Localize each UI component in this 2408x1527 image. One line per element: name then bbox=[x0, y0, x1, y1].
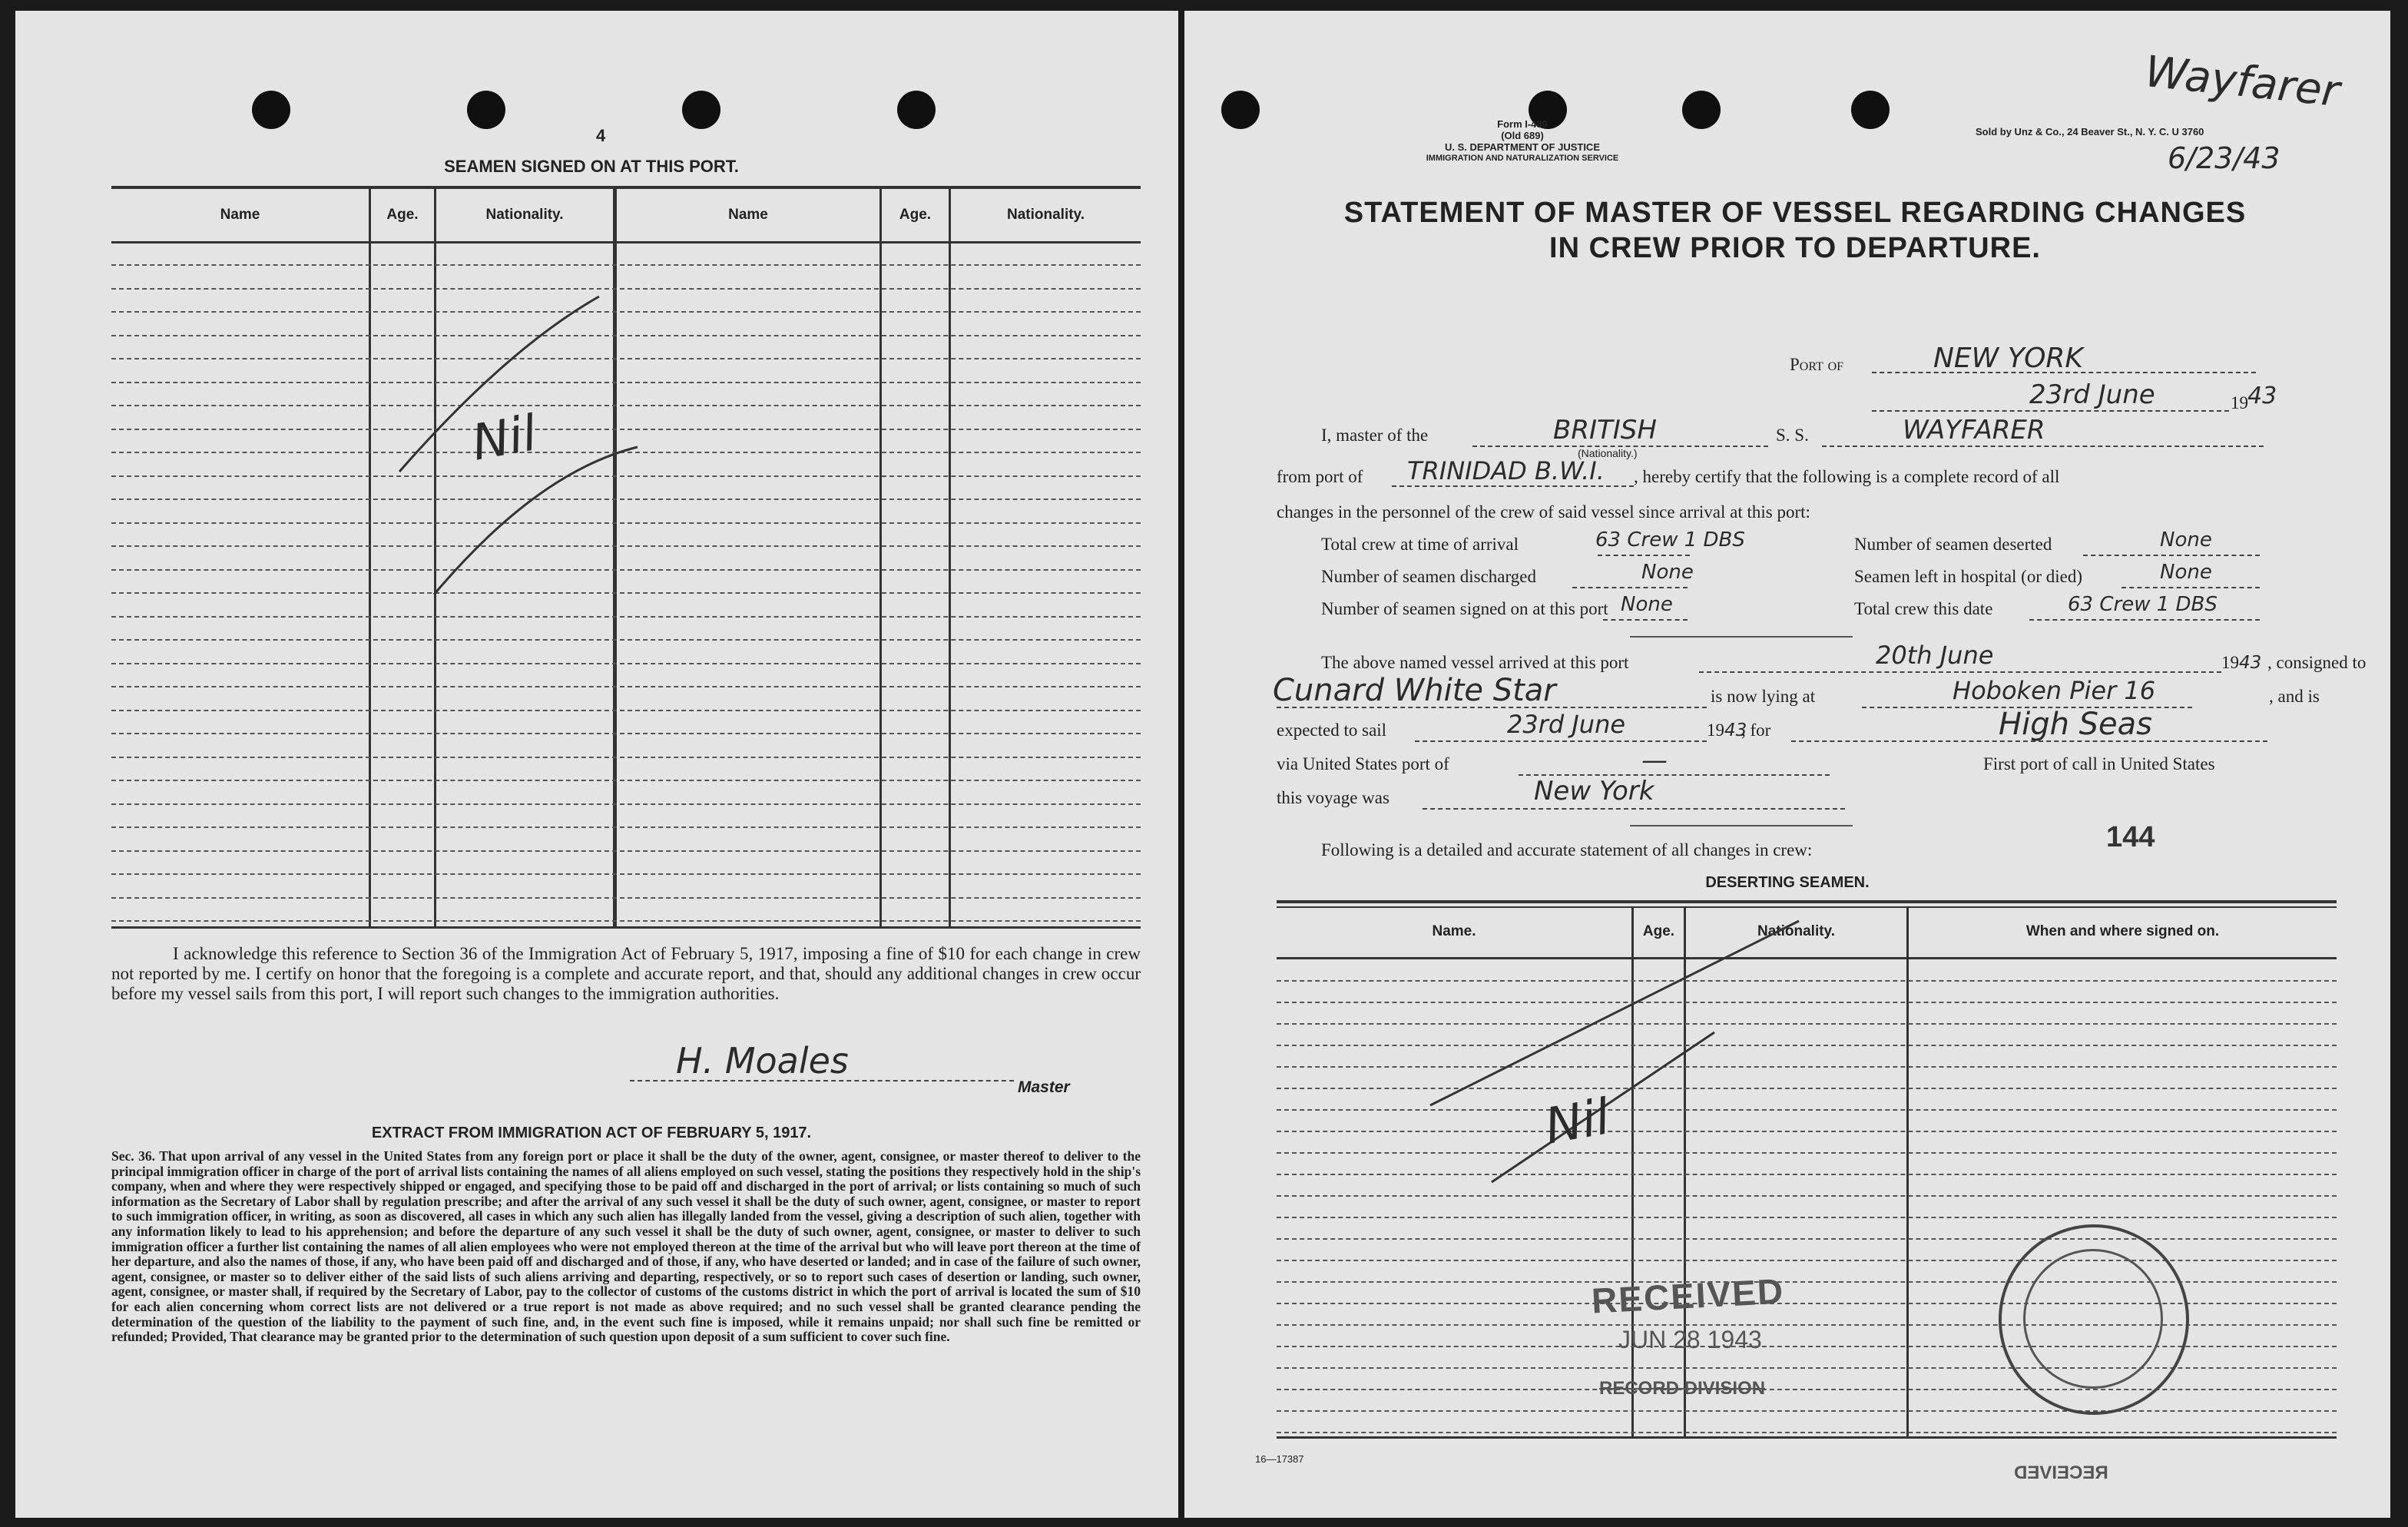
form-old: (Old 689) bbox=[1501, 130, 1544, 141]
hospital-label: Seamen left in hospital (or died) bbox=[1854, 567, 2083, 586]
circular-seal-icon bbox=[1999, 1224, 2189, 1415]
col-nationality: Nationality. bbox=[485, 207, 564, 223]
right-page bbox=[1184, 11, 2390, 1518]
port-label: Port of bbox=[1790, 355, 1844, 374]
handwritten-ship-name: Wayfarer bbox=[2142, 46, 2342, 118]
port-value: NEW YORK bbox=[1933, 343, 2084, 374]
voyage-label: this voyage was bbox=[1277, 788, 1389, 807]
extract-title: EXTRACT FROM IMMIGRATION ACT OF FEBRUARY 5, 1917. bbox=[371, 1125, 812, 1141]
for-value: High Seas bbox=[1999, 707, 2152, 742]
col-name-2: Name bbox=[728, 207, 768, 223]
master-signature: H. Moales bbox=[676, 1040, 849, 1081]
from-port-label: from port of bbox=[1277, 467, 1363, 486]
for-label: , for bbox=[1741, 720, 1771, 740]
deserting-title: DESERTING SEAMEN. bbox=[1705, 874, 1870, 891]
seller-note: Sold by Unz & Co., 24 Beaver St., N. Y. C. U 3760 bbox=[1976, 126, 2204, 137]
record-division-stamp: RECORD DIVISION bbox=[1599, 1378, 1766, 1399]
first-port-label: First port of call in United States bbox=[1983, 754, 2215, 773]
left-page bbox=[15, 11, 1178, 1518]
form-code: 16—17387 bbox=[1255, 1453, 1304, 1465]
handwritten-date: 6/23/43 bbox=[2168, 141, 2280, 175]
following-text: Following is a detailed and accurate statement of all changes in crew: bbox=[1321, 840, 1813, 860]
year-value: 43 bbox=[1724, 720, 1747, 740]
ship-value: WAYFARER bbox=[1903, 415, 2045, 446]
year-value: 43 bbox=[2239, 653, 2262, 673]
signed-on-label: Number of seamen signed on at this port bbox=[1321, 599, 1608, 618]
nil-mark: Nil bbox=[1541, 1088, 1615, 1156]
title-line-1: STATEMENT OF MASTER OF VESSEL REGARDING CHANGES bbox=[1343, 197, 2247, 229]
discharged-value: None bbox=[1641, 561, 1694, 584]
deserted-label: Number of seamen deserted bbox=[1854, 535, 2052, 554]
via-value: — bbox=[1641, 745, 1668, 776]
from-port-value: TRINIDAD B.W.I. bbox=[1407, 456, 1605, 485]
hospital-value: None bbox=[2160, 561, 2212, 584]
col-name: Name bbox=[220, 207, 260, 223]
year-prefix: 19 bbox=[2221, 653, 2239, 672]
col-nationality-2: Nationality. bbox=[1007, 207, 1085, 223]
total-crew-date-label: Total crew this date bbox=[1854, 599, 1993, 618]
nil-strike-lines bbox=[1184, 11, 2390, 1518]
page-number: 4 bbox=[596, 126, 606, 145]
acknowledgement-text: I acknowledge this reference to Section 36 of the Immigration Act of February 5, 1917, imposing a fine of $10 for each change in crew not reported by me. I certify on honor that the foregoing is a complete and accurate report, and that, should any additional changes in crew occur before my vessel sails from this port, I will report such changes to the immigration authorities. bbox=[111, 944, 1141, 1003]
discharged-label: Number of seamen discharged bbox=[1321, 567, 1536, 586]
certify-text: , hereby certify that the following is a complete record of all bbox=[1634, 467, 2060, 486]
deserted-value: None bbox=[2160, 528, 2212, 552]
master-label: I, master of the bbox=[1321, 426, 1429, 445]
ss-label: S. S. bbox=[1776, 426, 1809, 445]
consignee-value: Cunard White Star bbox=[1273, 673, 1556, 708]
nationality-caption: (Nationality.) bbox=[1578, 447, 1638, 459]
arrived-label: The above named vessel arrived at this port bbox=[1321, 653, 1629, 672]
signature-role: Master bbox=[1018, 1078, 1070, 1096]
desert-col-signed-on: When and where signed on. bbox=[2025, 923, 2220, 939]
number-stamp: 144 bbox=[2106, 821, 2155, 853]
department: U. S. DEPARTMENT OF JUSTICE bbox=[1445, 141, 1600, 153]
expected-value: 23rd June bbox=[1507, 710, 1626, 739]
col-age-2: Age. bbox=[899, 207, 932, 223]
year-prefix: 19 bbox=[1707, 720, 1724, 740]
lying-label: is now lying at bbox=[1711, 687, 1816, 706]
total-crew-arrival-value: 63 Crew 1 DBS bbox=[1595, 528, 1745, 552]
desert-col-nationality: Nationality. bbox=[1757, 923, 1835, 939]
signed-on-value: None bbox=[1621, 593, 1673, 616]
voyage-value: New York bbox=[1534, 776, 1654, 807]
col-age: Age. bbox=[386, 207, 419, 223]
arrived-value: 20th June bbox=[1876, 641, 1994, 670]
year-value: 43 bbox=[2247, 383, 2277, 409]
desert-col-age: Age. bbox=[1642, 923, 1675, 939]
received-date-stamp: JUN 28 1943 bbox=[1618, 1326, 1762, 1353]
total-crew-arrival-label: Total crew at time of arrival bbox=[1321, 535, 1519, 554]
nil-mark: Nil bbox=[468, 405, 542, 472]
left-title: SEAMEN SIGNED ON AT THIS PORT. bbox=[444, 157, 739, 176]
bottom-stamp: RECEIVED bbox=[2014, 1462, 2108, 1483]
date-value: 23rd June bbox=[2029, 379, 2155, 410]
extract-text: Sec. 36. That upon arrival of any vessel in the United States from any foreign port or place it shall be the duty of the owner, agent, consignee, or master thereof to deliver to the principal immigration officer in charge of the port of arrival lists containing the names of all aliens employed on such vessel, stating the positions they respectively hold in the ship's company, when and where they were respectively shipped or engaged, and specifying those to be paid off and discharged in the port of arrival; or lists containing so much of such information as the Secretary of Labor shall by regulation prescribe; and after the arrival of any such vessel it shall be the duty of such owner, agent, consignee, or master to report to such immigration officer, in writing, as soon as discovered, all cases in which any such alien has illegally landed from the vessel, giving a description of such alien, together with any information likely to lead to his apprehension; and before the departure of any such vessel it shall be the duty of such owner, agent, consignee, or master to deliver to such immigration officer a further list containing the names of all alien employees who were not employed thereon at the time of the arrival but who will leave port thereon at the time of her departure, and also the names of those, if any, who have been paid off and discharged and of those, if any, who have deserted or landed; and in case of the failure of such owner, agent, consignee, or master so to deliver either of the said lists of such aliens arriving and departing, respectively, or so to report such cases of desertion or landing, such owner, agent, consignee, or master shall, if required by the Secretary of Labor, pay to the collector of customs of the customs district in which the port of arrival is located the sum of $10 for each alien concerning whom correct lists are not delivered or a true report is not made as above required; and no such vessel shall be granted clearance pending the determination of the question of the liability to the payment of such fine, and, in the event such fine is imposed, while it remains unpaid; nor shall such fine be remitted or refunded; Provided, That clearance may be granted prior to the determination of such question upon deposit of a sum sufficient to cover such fine. bbox=[111, 1148, 1141, 1345]
and-is-text: , and is bbox=[2269, 687, 2320, 706]
received-stamp: RECEIVED bbox=[1590, 1270, 1786, 1321]
form-number: Form I-489 bbox=[1497, 118, 1548, 130]
changes-text: changes in the personnel of the crew of said vessel since arrival at this port: bbox=[1277, 502, 1810, 522]
expected-label: expected to sail bbox=[1277, 720, 1387, 740]
desert-col-name: Name. bbox=[1432, 923, 1476, 939]
consigned-label: , consigned to bbox=[2267, 653, 2367, 672]
lying-value: Hoboken Pier 16 bbox=[1953, 676, 2156, 705]
year-prefix: 19 bbox=[2231, 393, 2248, 412]
total-crew-date-value: 63 Crew 1 DBS bbox=[2068, 593, 2218, 616]
nationality-value: BRITISH bbox=[1553, 415, 1657, 446]
service: IMMIGRATION AND NATURALIZATION SERVICE bbox=[1426, 154, 1619, 163]
via-label: via United States port of bbox=[1277, 754, 1449, 773]
title-line-2: IN CREW PRIOR TO DEPARTURE. bbox=[1549, 232, 2041, 264]
